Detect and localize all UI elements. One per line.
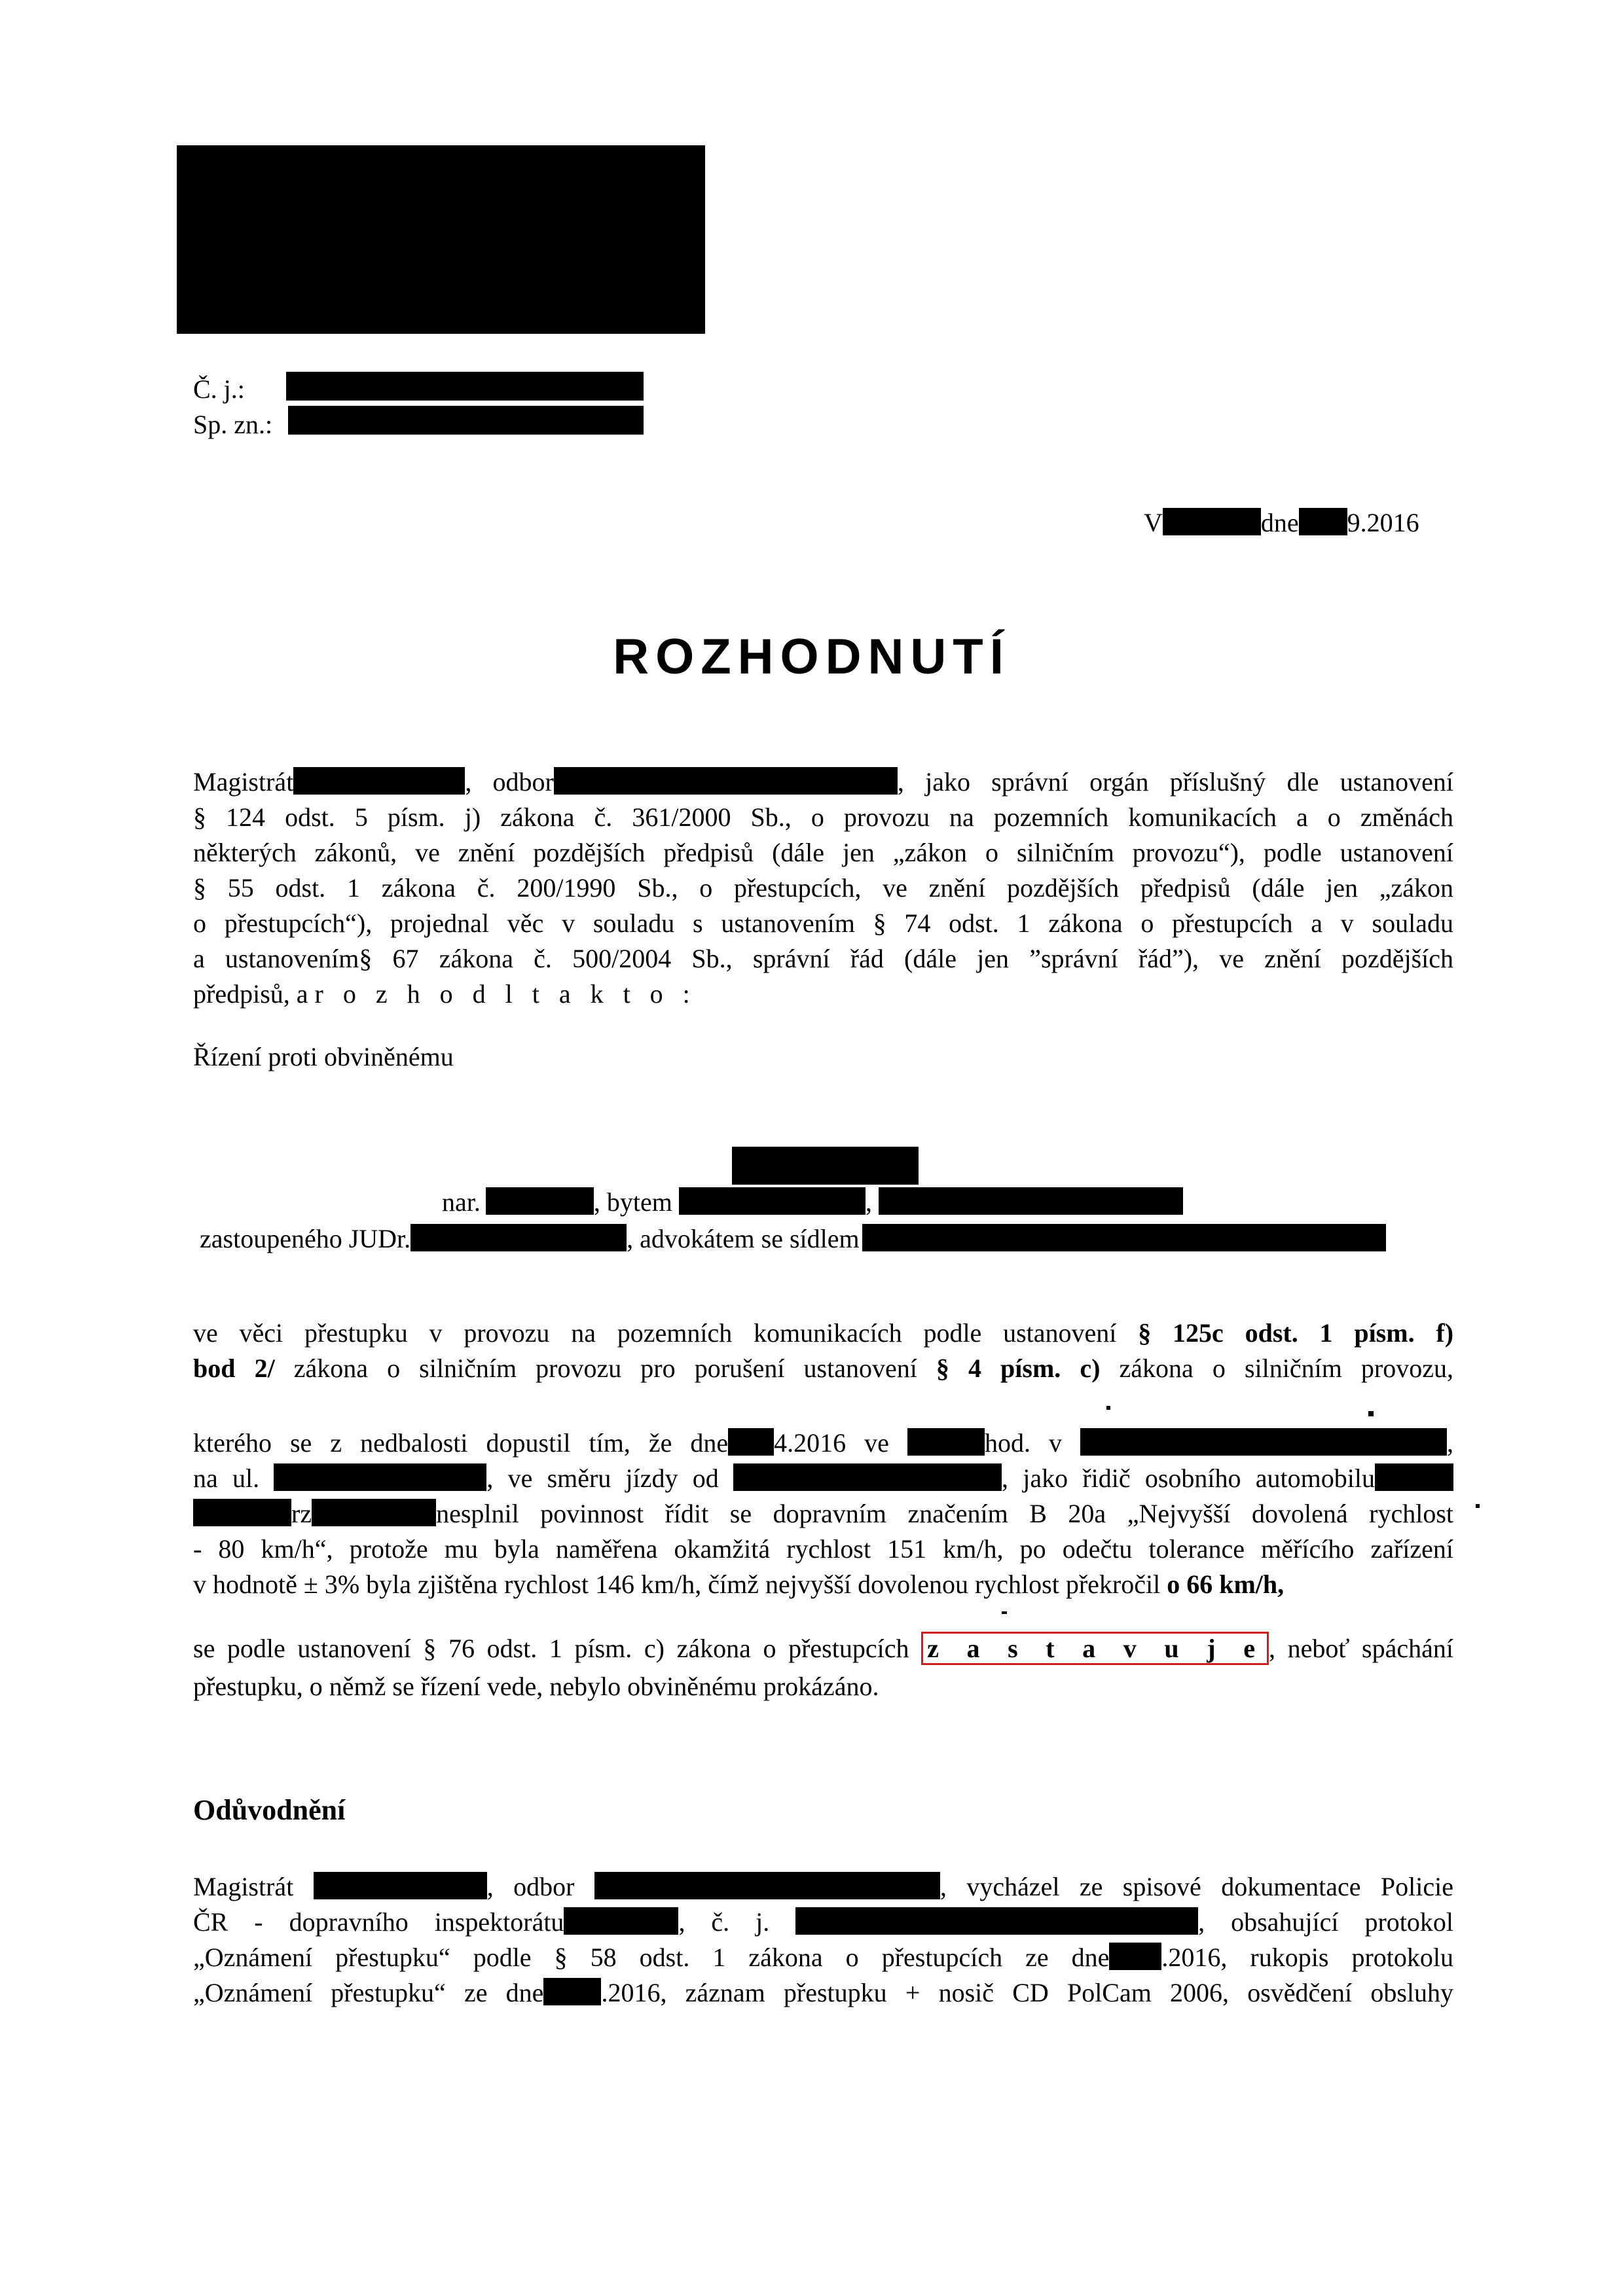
reasoning-text: „Oznámení přestupku“ ze dne	[193, 1978, 544, 2007]
redaction	[274, 1463, 486, 1491]
intro-line-2: § 124 odst. 5 písm. j) zákona č. 361/2000 Sb., o provozu na pozemních komunikacích a o změnách	[193, 802, 1453, 832]
offense-text: na ul.	[193, 1463, 260, 1493]
attorney-redaction	[410, 1224, 627, 1251]
redaction	[907, 1428, 985, 1456]
offense-text: ,	[1447, 1428, 1453, 1458]
date-line	[1144, 505, 1419, 541]
reasoning-text: , obsahující protokol	[1198, 1907, 1453, 1937]
intro-paragraph	[193, 764, 1453, 1012]
reasoning-line-2	[193, 1905, 1453, 1940]
date-suffix: 9.2016	[1347, 508, 1419, 537]
offense-line-4: - 80 km/h“, protože mu byla naměřena okamžitá rychlost 151 km/h, po odečtu tolerance měřícího zařízení	[193, 1534, 1453, 1564]
intro-line-7	[193, 977, 1453, 1012]
place-redaction	[1163, 508, 1261, 535]
address-redaction-2	[879, 1187, 1183, 1215]
reasoning-text: Magistrát	[193, 1872, 294, 1901]
speed-excess: o 66 km/h,	[1167, 1570, 1285, 1599]
matter-section: § 4 písm. c)	[936, 1354, 1101, 1383]
verdict-line-2: přestupku, o němž se řízení vede, nebylo obviněnému prokázáno.	[193, 1672, 879, 1701]
attorney-line	[200, 1221, 1386, 1257]
intro-line-1	[193, 764, 1453, 800]
offense-text: kterého se z nedbalosti dopustil tím, že dne	[193, 1428, 729, 1458]
birth-address-line	[442, 1185, 1183, 1220]
represented-label: zastoupeného JUDr.	[200, 1224, 411, 1253]
reasoning-text: .2016, záznam přestupku + nosič CD PolCam 2006, osvědčení obsluhy	[601, 1978, 1453, 2007]
bytem-label: , bytem	[593, 1187, 672, 1217]
offense-line-3	[193, 1496, 1453, 1532]
date-prefix: V	[1144, 508, 1163, 537]
name-redaction	[732, 1147, 919, 1185]
redaction	[795, 1907, 1198, 1935]
date-redaction	[1299, 508, 1347, 535]
redaction	[728, 1428, 774, 1456]
matter-text: zákona o silničním provozu pro porušení ustanovení	[293, 1354, 917, 1383]
stray-mark	[1106, 1406, 1110, 1410]
document-title: ROZHODNUTÍ	[613, 629, 1010, 685]
spzn-redaction	[288, 406, 644, 435]
address-redaction	[679, 1187, 866, 1215]
verdict-paragraph	[193, 1631, 1453, 1704]
verdict-word-highlight: z a s t a v u j e	[921, 1632, 1269, 1665]
attorney-seat-label: , advokátem se sídlem	[627, 1224, 860, 1253]
offense-text: , jako řidič osobního automobilu	[1002, 1463, 1375, 1493]
reasoning-text: , č. j.	[678, 1907, 770, 1937]
offense-text: nesplnil povinnost řídit se dopravním značením B 20a „Nejvyšší dovolená rychlost	[436, 1499, 1453, 1528]
seat-redaction	[862, 1224, 1386, 1251]
reasoning-line-4	[193, 1975, 1453, 2011]
intro-text: Magistrát	[193, 767, 294, 797]
intro-text: , jako správní orgán příslušný dle ustanovení	[897, 767, 1453, 797]
offense-text: , ve směru jízdy od	[486, 1463, 719, 1493]
redaction	[564, 1907, 678, 1935]
matter-paragraph	[193, 1316, 1453, 1386]
offense-line-5	[193, 1567, 1453, 1602]
stray-mark	[1002, 1611, 1007, 1614]
intro-line-5: o přestupcích“), projednal věc v souladu s ustanovením § 74 odst. 1 zákona o přestupcích a v souladu	[193, 908, 1453, 938]
offense-text: 4.2016 ve	[774, 1428, 889, 1458]
matter-line-1	[193, 1316, 1453, 1351]
redaction	[594, 1872, 940, 1899]
reasoning-text: , odbor	[486, 1872, 575, 1901]
verdict-line-1	[193, 1631, 1453, 1669]
redaction	[193, 1499, 291, 1526]
redaction	[1375, 1463, 1453, 1491]
birthdate-redaction	[486, 1187, 594, 1215]
redaction	[543, 1978, 601, 2005]
reasoning-paragraph	[193, 1869, 1453, 2011]
comma: ,	[865, 1187, 872, 1217]
redaction	[733, 1463, 1002, 1491]
offense-line-1	[193, 1426, 1453, 1461]
offense-text: hod. v	[984, 1428, 1062, 1458]
intro-text: předpisů, a	[193, 979, 308, 1009]
reasoning-line-3	[193, 1940, 1453, 1975]
offense-paragraph	[193, 1426, 1453, 1602]
matter-line-2	[193, 1351, 1453, 1386]
matter-text: ve věci přestupku v provozu na pozemních komunikacích podle ustanovení	[193, 1318, 1117, 1348]
intro-line-4: § 55 odst. 1 zákona č. 200/1990 Sb., o přestupcích, ve znění pozdějších předpisů (dále jen „zákon	[193, 873, 1453, 903]
cj-redaction	[286, 372, 644, 401]
offense-text: v hodnotě ± 3% byla zjištěna rychlost 146 km/h, čímž nejvyšší dovolenou rychlost překročil	[193, 1570, 1161, 1599]
redaction	[293, 767, 465, 795]
cj-label: Č. j.:	[193, 374, 245, 404]
reasoning-text: „Oznámení přestupku“ podle § 58 odst. 1 zákona o přestupcích ze dne	[193, 1943, 1110, 1972]
letterhead-redaction	[177, 145, 705, 334]
offense-line-2	[193, 1461, 1453, 1496]
matter-text: zákona o silničním provozu,	[1119, 1354, 1453, 1383]
reasoning-text: , vycházel ze spisové dokumentace Policie	[939, 1872, 1453, 1901]
redaction	[1080, 1428, 1447, 1456]
reasoning-line-1	[193, 1869, 1453, 1905]
reasoning-text: .2016, rukopis protokolu	[1161, 1943, 1453, 1972]
date-middle: dne	[1260, 508, 1299, 537]
proceeding-against: Řízení proti obviněnému	[193, 1042, 454, 1071]
verdict-text: se podle ustanovení § 76 odst. 1 písm. c) zákona o přestupcích	[193, 1634, 909, 1663]
intro-line-3: některých zákonů, ve znění pozdějších předpisů (dále jen „zákon o silničním provozu“), podle ustanovení	[193, 838, 1453, 867]
intro-text: , odbor	[465, 767, 554, 797]
stray-mark	[1476, 1504, 1480, 1508]
redaction	[554, 767, 898, 795]
intro-line-6: a ustanovením§ 67 zákona č. 500/2004 Sb., správní řád (dále jen ”správní řád”), ve znění pozdějších	[193, 944, 1453, 973]
redaction	[314, 1872, 487, 1899]
matter-section: § 125c odst. 1 písm. f)	[1138, 1318, 1453, 1348]
reasoning-text: ČR - dopravního inspektorátu	[193, 1907, 564, 1937]
stray-mark	[1368, 1411, 1374, 1416]
verdict-text: , neboť spáchání	[1268, 1634, 1453, 1663]
redaction	[1109, 1943, 1161, 1970]
reasoning-heading: Odůvodnění	[193, 1794, 346, 1826]
decision-phrase: r o z h o d l t a k t o :	[314, 979, 697, 1009]
matter-section: bod 2/	[193, 1354, 275, 1383]
redaction	[312, 1499, 436, 1526]
offense-text: rz	[291, 1499, 312, 1528]
nar-label: nar.	[442, 1187, 481, 1217]
spzn-label: Sp. zn.:	[193, 410, 273, 439]
